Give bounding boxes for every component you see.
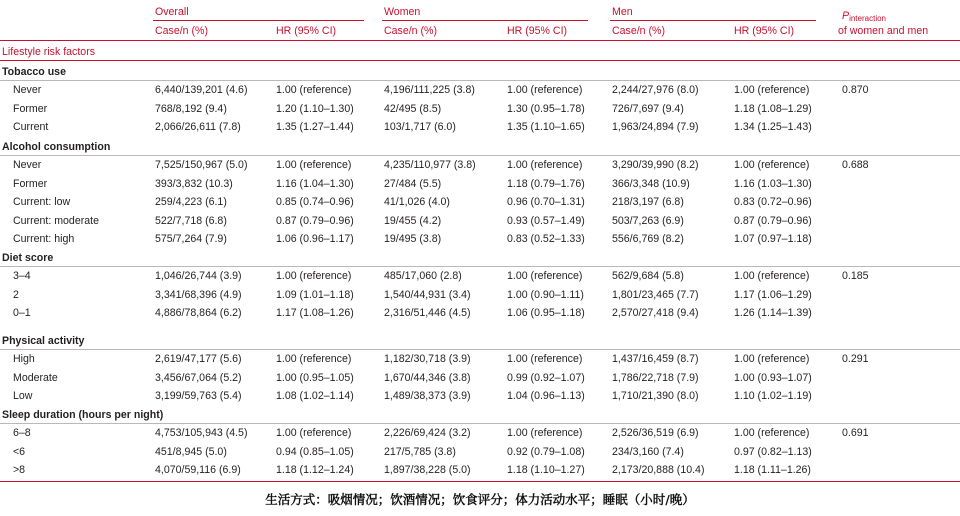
table-row: [0, 100, 960, 118]
overall-case-cell: 2,619/47,177 (5.6): [155, 353, 242, 365]
overall-case-cell: 7,525/150,967 (5.0): [155, 159, 248, 171]
women-hr-cell: 1.18 (1.10–1.27): [507, 464, 585, 477]
section-title: Physical activity: [2, 335, 85, 347]
overall-case-cell: 4,070/59,116 (6.9): [155, 464, 241, 477]
men-hr-cell: 1.07 (0.97–1.18): [734, 233, 812, 246]
women-case-cell: 1,897/38,228 (5.0): [384, 464, 471, 477]
overall-case-cell: 451/8,945 (5.0): [155, 445, 227, 458]
p-interaction-cell: 0.185: [842, 270, 869, 282]
overall-hr-cell: 0.87 (0.79–0.96): [276, 214, 354, 227]
row-label: Current: low: [13, 196, 71, 209]
women-hr-cell: 0.92 (0.79–1.08): [507, 445, 585, 458]
section-header: [0, 138, 960, 156]
p-symbol: P: [842, 10, 850, 22]
subheader-lifestyle: Lifestyle risk factors: [2, 46, 96, 58]
section-header: [0, 249, 960, 267]
row-label: 6–8: [13, 427, 31, 439]
section-header: [0, 63, 960, 81]
overall-case-cell: 3,456/67,064 (5.2): [155, 371, 242, 384]
overall-hr-cell: 1.00 (reference): [276, 427, 352, 439]
men-hr-cell: 1.34 (1.25–1.43): [734, 121, 812, 134]
women-case-cell: 1,182/30,718 (3.9): [384, 353, 471, 365]
row-label: Former: [13, 177, 48, 190]
men-hr-cell: 1.00 (reference): [734, 353, 810, 365]
women-hr-cell: 0.99 (0.92–1.07): [507, 371, 585, 384]
row-label: Current: [13, 121, 49, 134]
men-hr-cell: 1.00 (0.93–1.07): [734, 371, 812, 384]
p-subscript: interaction: [849, 14, 886, 23]
row-label: Former: [13, 102, 48, 115]
men-case-cell: 556/6,769 (8.2): [612, 233, 684, 246]
overall-case-cell: 3,199/59,763 (5.4): [155, 390, 242, 403]
men-case-cell: 503/7,263 (6.9): [612, 214, 684, 227]
men-hr-cell: 1.18 (1.11–1.26): [734, 464, 811, 477]
table-row: [0, 118, 960, 136]
group-overall: Overall: [155, 6, 189, 18]
women-case-cell: 217/5,785 (3.8): [384, 445, 456, 458]
women-case-cell: 1,489/38,373 (3.9): [384, 390, 471, 403]
overall-case-header: Case/n (%): [155, 25, 208, 37]
row-label: High: [13, 353, 35, 365]
overall-case-cell: 2,066/26,611 (7.8): [155, 121, 241, 134]
overall-case-cell: 522/7,718 (6.8): [155, 214, 227, 227]
women-hr-cell: 1.00 (reference): [507, 270, 583, 282]
men-case-cell: 2,173/20,888 (10.4): [612, 464, 705, 477]
table-row: [0, 193, 960, 211]
men-hr-cell: 1.00 (reference): [734, 270, 810, 282]
section-title: Alcohol consumption: [2, 141, 111, 153]
p-interaction-cell: 0.870: [842, 84, 869, 96]
overall-case-cell: 259/4,223 (6.1): [155, 196, 227, 209]
men-hr-cell: 0.97 (0.82–1.13): [734, 445, 812, 458]
overall-hr-cell: 1.35 (1.27–1.44): [276, 121, 354, 134]
women-hr-cell: 1.35 (1.10–1.65): [507, 121, 585, 134]
men-case-cell: 2,244/27,976 (8.0): [612, 84, 699, 96]
table-row: [0, 286, 960, 304]
women-hr-cell: 1.00 (reference): [507, 427, 583, 439]
row-label: 2: [13, 288, 19, 301]
men-case-cell: 234/3,160 (7.4): [612, 445, 684, 458]
men-case-cell: 2,570/27,418 (9.4): [612, 307, 699, 320]
overall-case-cell: 6,440/139,201 (4.6): [155, 84, 248, 96]
men-case-cell: 1,437/16,459 (8.7): [612, 353, 699, 365]
overall-hr-header: HR (95% CI): [276, 25, 337, 37]
overall-hr-cell: 1.00 (reference): [276, 159, 352, 171]
women-case-header: Case/n (%): [384, 25, 437, 37]
overall-hr-cell: 0.85 (0.74–0.96): [276, 196, 354, 209]
chinese-caption: 生活方式：吸烟情况；饮酒情况；饮食评分；体力活动水平；睡眠（小时/晚）: [265, 492, 695, 507]
overall-case-cell: 575/7,264 (7.9): [155, 233, 227, 246]
overall-hr-cell: 1.00 (0.95–1.05): [276, 371, 354, 384]
table-row: [0, 175, 960, 193]
women-header-rule: [382, 20, 588, 21]
table-row: [0, 81, 960, 99]
men-hr-cell: 1.16 (1.03–1.30): [734, 177, 812, 190]
overall-hr-cell: 1.06 (0.96–1.17): [276, 233, 354, 246]
men-case-cell: 562/9,684 (5.8): [612, 270, 684, 282]
p-interaction-header-line2: of women and men: [838, 25, 929, 37]
overall-hr-cell: 1.17 (1.08–1.26): [276, 307, 354, 320]
overall-case-cell: 3,341/68,396 (4.9): [155, 288, 242, 301]
men-hr-cell: 1.17 (1.06–1.29): [734, 288, 812, 301]
group-men: Men: [612, 6, 633, 18]
row-label: Low: [13, 390, 33, 403]
section-title: Diet score: [2, 252, 54, 264]
women-case-cell: 1,670/44,346 (3.8): [384, 371, 471, 384]
overall-hr-cell: 1.08 (1.02–1.14): [276, 390, 354, 403]
overall-case-cell: 393/3,832 (10.3): [155, 177, 233, 190]
men-case-cell: 726/7,697 (9.4): [612, 102, 684, 115]
row-label: 0–1: [13, 307, 31, 320]
women-case-cell: 42/495 (8.5): [384, 102, 442, 115]
women-case-cell: 103/1,717 (6.0): [384, 121, 456, 134]
table-row: [0, 387, 960, 405]
overall-hr-cell: 1.20 (1.10–1.30): [276, 102, 354, 115]
women-case-cell: 2,226/69,424 (3.2): [384, 427, 471, 439]
women-hr-cell: 1.30 (0.95–1.78): [507, 102, 585, 115]
row-label: Moderate: [13, 371, 58, 384]
men-hr-cell: 1.00 (reference): [734, 427, 810, 439]
overall-hr-cell: 1.09 (1.01–1.18): [276, 288, 354, 301]
table-row: [0, 212, 960, 230]
table-row: [0, 156, 960, 174]
overall-hr-cell: 1.00 (reference): [276, 353, 352, 365]
p-interaction-cell: 0.688: [842, 159, 869, 171]
men-header-rule: [610, 20, 816, 21]
men-case-cell: 366/3,348 (10.9): [612, 177, 690, 190]
men-hr-cell: 0.87 (0.79–0.96): [734, 214, 812, 227]
overall-case-cell: 1,046/26,744 (3.9): [155, 270, 242, 282]
table-row: [0, 424, 960, 442]
row-label: 3–4: [13, 270, 31, 282]
overall-case-cell: 768/8,192 (9.4): [155, 102, 227, 115]
overall-hr-cell: 1.00 (reference): [276, 270, 352, 282]
women-case-cell: 485/17,060 (2.8): [384, 270, 462, 282]
women-case-cell: 2,316/51,446 (4.5): [384, 307, 471, 320]
women-hr-cell: 0.83 (0.52–1.33): [507, 233, 585, 246]
men-case-header: Case/n (%): [612, 25, 665, 37]
table-row: [0, 461, 960, 479]
section-title: Tobacco use: [2, 66, 66, 78]
women-case-cell: 19/455 (4.2): [384, 214, 442, 227]
men-case-cell: 218/3,197 (6.8): [612, 196, 684, 209]
section-header: [0, 406, 960, 424]
overall-hr-cell: 0.94 (0.85–1.05): [276, 445, 354, 458]
women-case-cell: 1,540/44,931 (3.4): [384, 288, 471, 301]
top-header-rule: [153, 20, 364, 21]
women-hr-cell: 1.00 (reference): [507, 159, 583, 171]
overall-hr-cell: 1.18 (1.12–1.24): [276, 464, 354, 477]
table-row: [0, 350, 960, 368]
row-label: Current: moderate: [13, 214, 99, 227]
men-case-cell: 1,801/23,465 (7.7): [612, 288, 699, 301]
women-hr-cell: 1.04 (0.96–1.13): [507, 390, 585, 403]
table-bottom-rule: [0, 481, 960, 482]
men-hr-cell: 1.18 (1.08–1.29): [734, 102, 812, 115]
row-label: Never: [13, 159, 42, 171]
women-hr-cell: 1.18 (0.79–1.76): [507, 177, 585, 190]
group-women: Women: [384, 6, 421, 18]
men-hr-cell: 1.00 (reference): [734, 84, 810, 96]
men-hr-cell: 1.10 (1.02–1.19): [734, 390, 812, 403]
p-interaction-cell: 0.291: [842, 353, 869, 365]
men-case-cell: 1,786/22,718 (7.9): [612, 371, 699, 384]
table-row: [0, 369, 960, 387]
women-case-cell: 4,235/110,977 (3.8): [384, 159, 476, 171]
women-hr-cell: 1.06 (0.95–1.18): [507, 307, 585, 320]
overall-case-cell: 4,886/78,864 (6.2): [155, 307, 242, 320]
row-label: Never: [13, 84, 42, 96]
men-hr-cell: 1.26 (1.14–1.39): [734, 307, 812, 320]
header-bottom-rule: [0, 40, 960, 41]
women-case-cell: 27/484 (5.5): [384, 177, 442, 190]
women-hr-cell: 0.93 (0.57–1.49): [507, 214, 585, 227]
women-hr-cell: 1.00 (reference): [507, 84, 583, 96]
women-hr-cell: 1.00 (0.90–1.11): [507, 288, 584, 301]
women-hr-cell: 0.96 (0.70–1.31): [507, 196, 585, 209]
women-case-cell: 4,196/111,225 (3.8): [384, 84, 475, 96]
subheader-rule: [0, 60, 960, 61]
men-case-cell: 3,290/39,990 (8.2): [612, 159, 699, 171]
women-hr-cell: 1.00 (reference): [507, 353, 583, 365]
table-row: [0, 304, 960, 322]
row-label: Current: high: [13, 233, 75, 246]
men-hr-cell: 1.00 (reference): [734, 159, 810, 171]
men-case-cell: 2,526/36,519 (6.9): [612, 427, 699, 439]
overall-hr-cell: 1.00 (reference): [276, 84, 352, 96]
men-case-cell: 1,710/21,390 (8.0): [612, 390, 699, 403]
section-title: Sleep duration (hours per night): [2, 409, 164, 421]
men-hr-header: HR (95% CI): [734, 25, 795, 37]
men-case-cell: 1,963/24,894 (7.9): [612, 121, 699, 134]
table-row: [0, 230, 960, 248]
men-hr-cell: 0.83 (0.72–0.96): [734, 196, 812, 209]
women-hr-header: HR (95% CI): [507, 25, 568, 37]
p-interaction-cell: 0.691: [842, 427, 869, 439]
women-case-cell: 41/1,026 (4.0): [384, 196, 450, 209]
row-label: <6: [13, 445, 26, 458]
table-row: [0, 267, 960, 285]
table-row: [0, 443, 960, 461]
row-label: >8: [13, 464, 26, 477]
women-case-cell: 19/495 (3.8): [384, 233, 442, 246]
overall-case-cell: 4,753/105,943 (4.5): [155, 427, 248, 439]
overall-hr-cell: 1.16 (1.04–1.30): [276, 177, 354, 190]
section-header: [0, 332, 960, 350]
